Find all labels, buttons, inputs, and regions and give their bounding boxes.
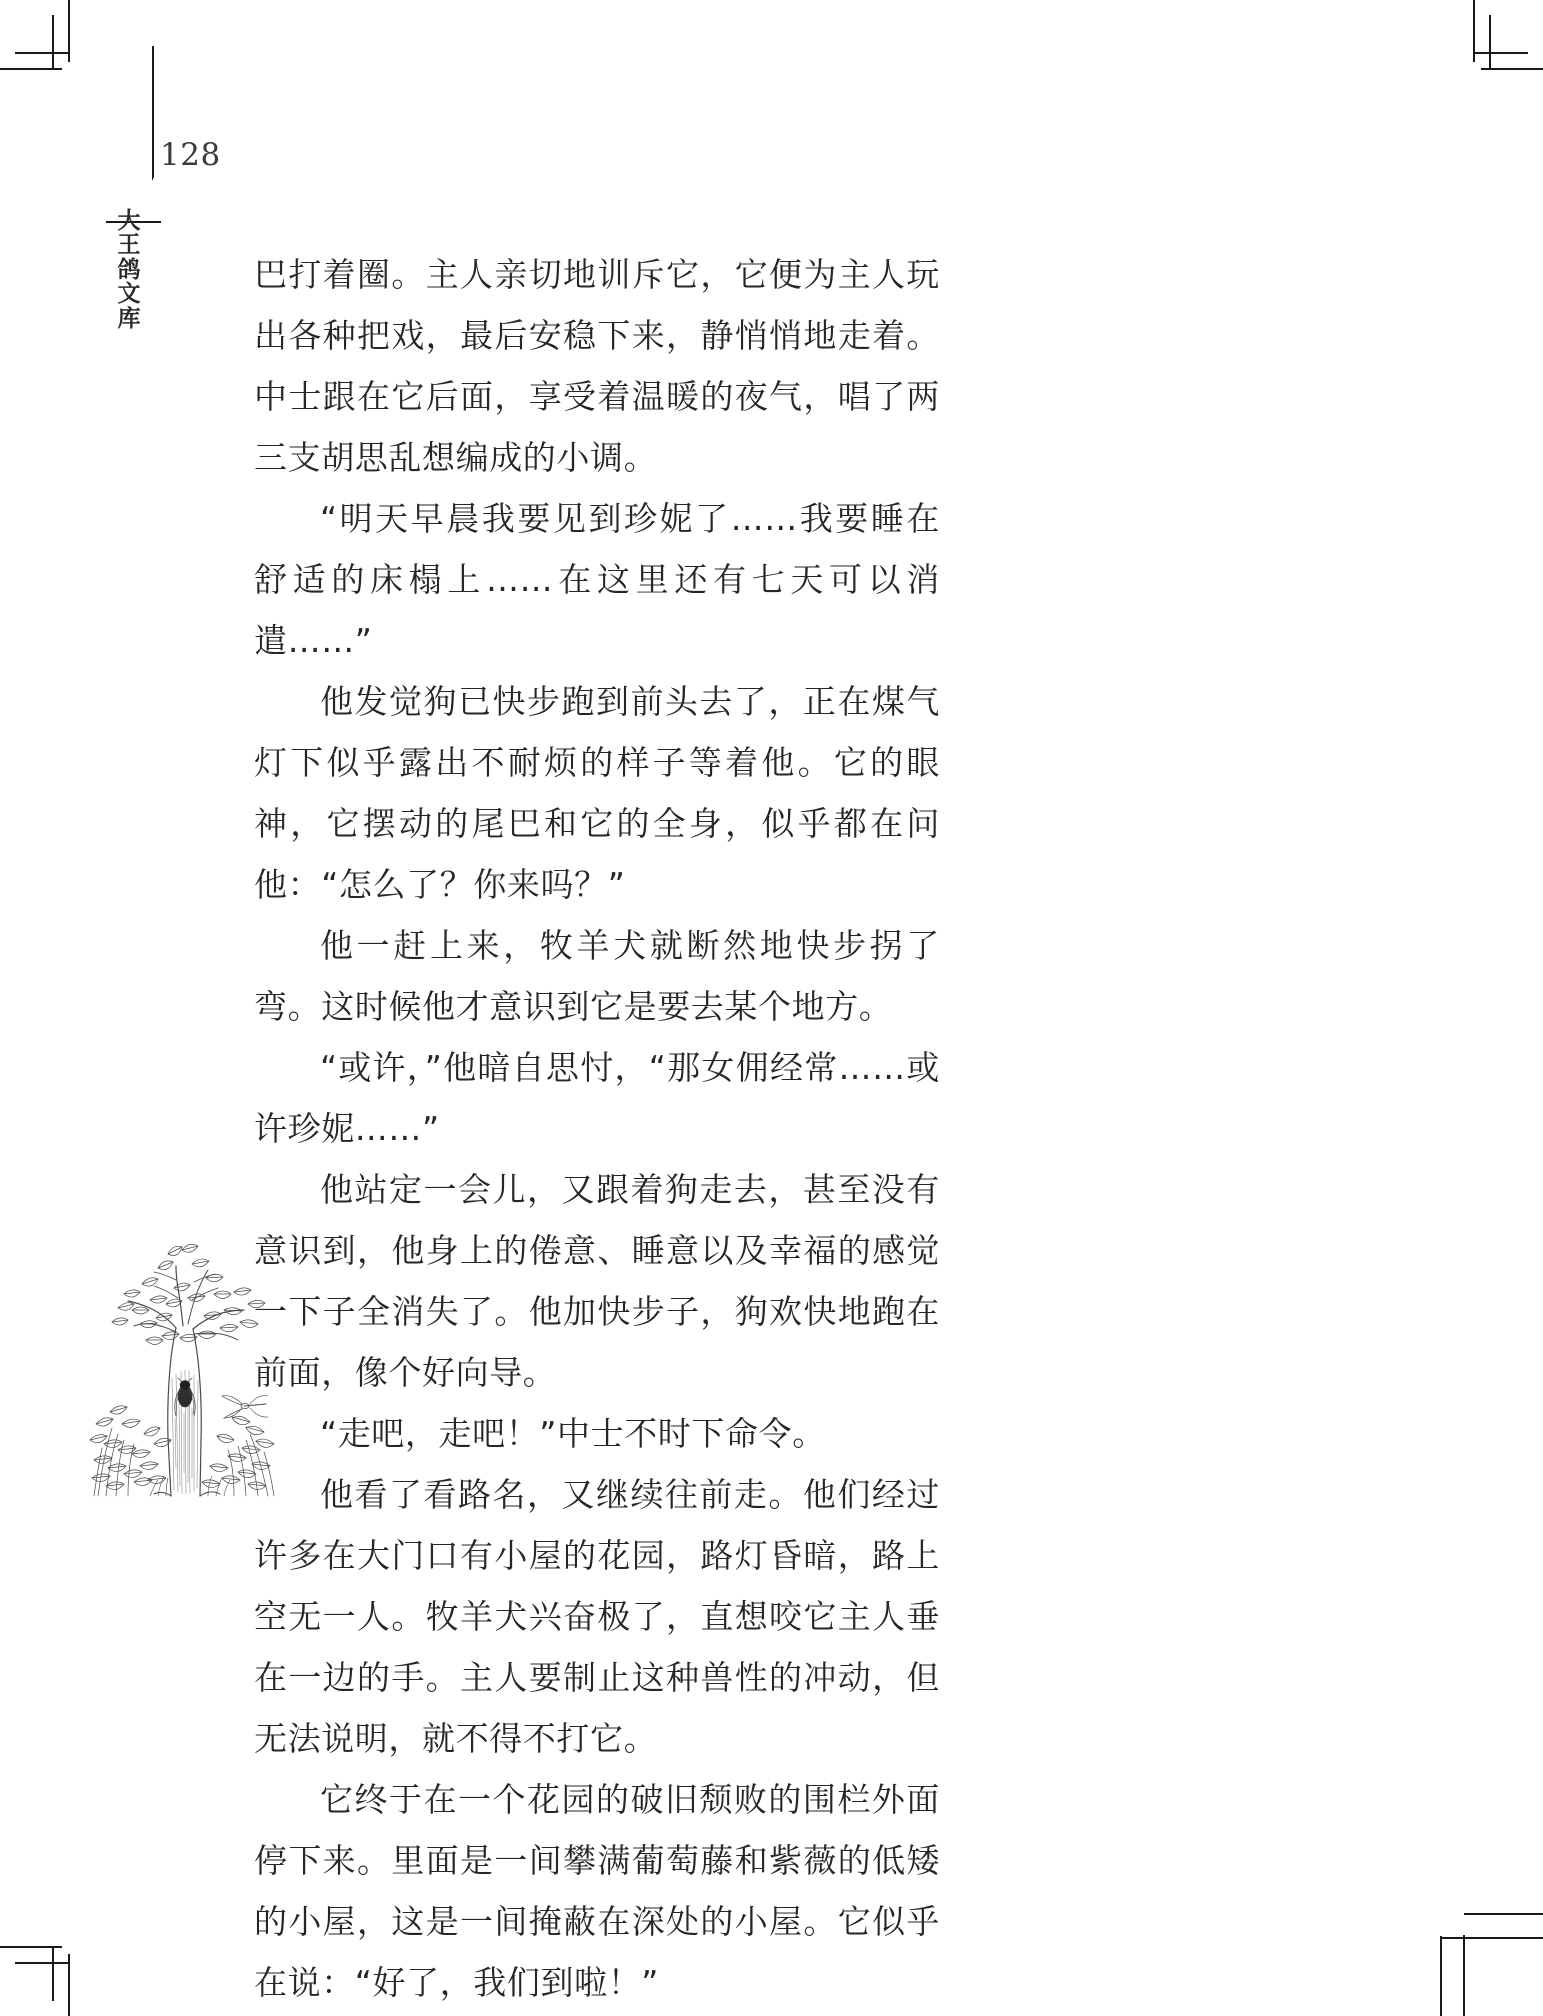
crop-mark-bottom-right-outer-vertical	[1463, 1935, 1465, 2016]
paragraph: “明天早晨我要见到珍妮了……我要睡在舒适的床榻上……在这里还有七天可以消遣……”	[254, 499, 940, 660]
crop-mark-bottom-right-inner-horizontal	[1440, 1937, 1543, 1939]
crop-mark-top-left-inner-vertical	[52, 15, 54, 68]
imprint-char-3: 鸽	[117, 256, 141, 283]
paragraph: “走吧，走吧！”中士不时下命令。	[320, 1414, 826, 1453]
series-imprint	[112, 209, 146, 331]
crop-mark-folio-guide-vertical	[152, 46, 154, 178]
crop-mark-top-right-inner-vertical	[1489, 15, 1491, 68]
crop-mark-folio-guide-horizontal	[152, 178, 153, 180]
body-text-block	[254, 244, 940, 2013]
paragraph: 他发觉狗已快步跑到前头去了，正在煤气灯下似乎露出不耐烦的样子等着他。它的眼神，它摆动的尾巴和它的全身，似乎都在问他：“怎么了？你来吗？”	[254, 682, 940, 904]
imprint-char-5: 库	[117, 305, 141, 332]
page-number: 128	[160, 137, 221, 173]
crop-mark-bottom-right-inner-vertical	[1440, 1936, 1442, 2016]
crop-mark-bottom-right-outer-horizontal	[1464, 1913, 1543, 1915]
crop-mark-bottom-left-inner-vertical	[52, 1948, 54, 2001]
paragraph: 他看了看路名，又继续往前走。他们经过许多在大门口有小屋的花园，路灯昏暗，路上空无一人。牧羊犬兴奋极了，直想咬它主人垂在一边的手。主人要制止这种兽性的冲动，但无法说明，就不得不打它。	[254, 1475, 940, 1758]
crop-mark-bottom-left-outer-vertical	[68, 1954, 70, 2016]
crop-mark-top-right-inner-horizontal	[1475, 52, 1528, 54]
paragraph: 他一赶上来，牧羊犬就断然地快步拐了弯。这时候他才意识到它是要去某个地方。	[254, 926, 940, 1026]
paragraph: 巴打着圈。主人亲切地训斥它，它便为主人玩出各种把戏，最后安稳下来，静悄悄地走着。中士跟在它后面，享受着温暖的夜气，唱了两三支胡思乱想编成的小调。	[254, 255, 940, 477]
imprint-char-4: 文	[117, 281, 141, 308]
crop-mark-bottom-left-inner-horizontal	[15, 1962, 68, 1964]
crop-mark-top-left-inner-horizontal	[15, 52, 68, 54]
imprint-char-2: 王	[117, 232, 141, 259]
tree-with-cicada-illustration	[88, 1228, 278, 1500]
crop-mark-top-right-outer-horizontal	[1481, 68, 1543, 70]
paragraph: 它终于在一个花园的破旧颓败的围栏外面停下来。里面是一间攀满葡萄藤和紫薇的低矮的小屋，这是一间掩蔽在深处的小屋。它似乎在说：“好了，我们到啦！”	[254, 1780, 940, 2002]
paragraph: 他站定一会儿，又跟着狗走去，甚至没有意识到，他身上的倦意、睡意以及幸福的感觉一下子全消失了。他加快步子，狗欢快地跑在前面，像个好向导。	[254, 1170, 940, 1392]
imprint-char-1: 大	[117, 208, 141, 234]
paragraph: “或许，”他暗自思忖，“那女佣经常……或许珍妮……”	[254, 1048, 940, 1148]
crop-mark-top-left-outer-horizontal	[0, 68, 62, 70]
crop-mark-top-left-outer-vertical	[68, 0, 70, 62]
